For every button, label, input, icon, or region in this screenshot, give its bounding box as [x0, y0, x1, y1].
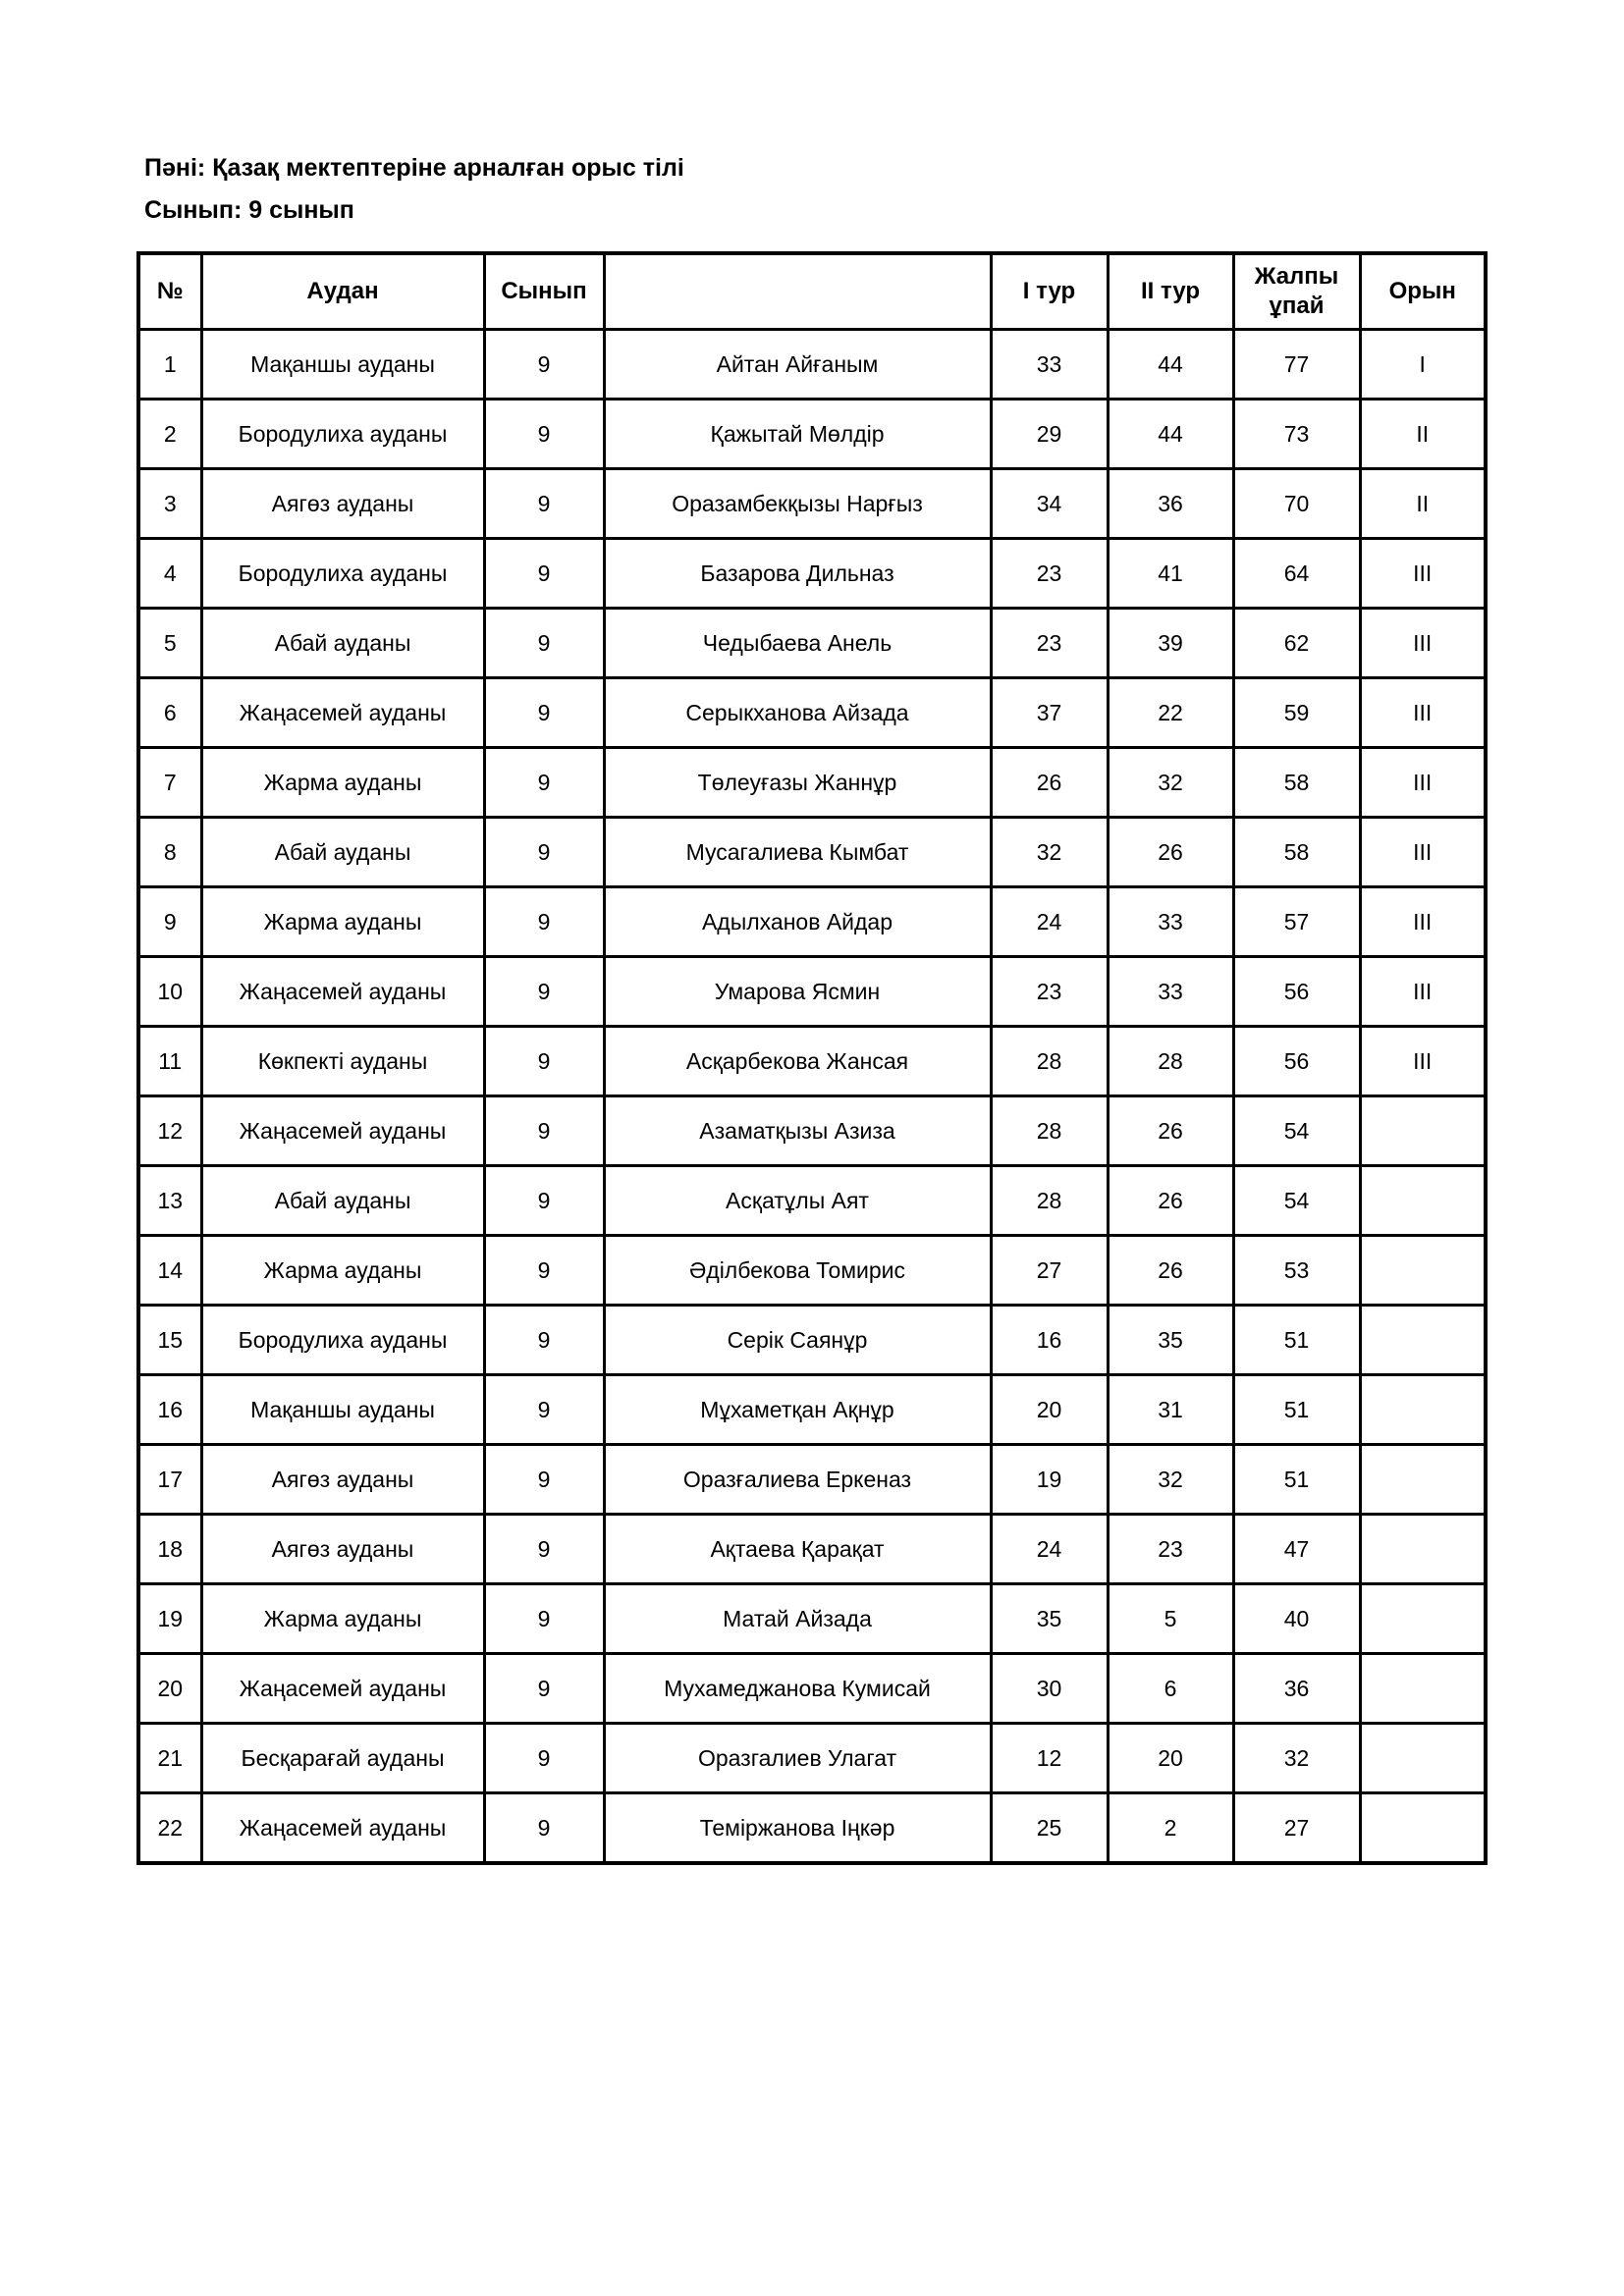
table-row — [138, 469, 1486, 539]
table-cell: III — [1360, 1027, 1486, 1096]
table-cell: Асқатұлы Аят — [604, 1166, 991, 1236]
table-row — [138, 330, 1486, 400]
table-row — [138, 1306, 1486, 1375]
table-cell: 5 — [1108, 1584, 1233, 1654]
table-cell: 6 — [138, 678, 201, 748]
table-cell: 47 — [1233, 1515, 1360, 1584]
table-cell: 36 — [1108, 469, 1233, 539]
table-cell: 9 — [484, 1584, 604, 1654]
table-cell — [1360, 1445, 1486, 1515]
table-header-row — [138, 253, 1486, 330]
table-cell: 9 — [484, 539, 604, 609]
table-cell: III — [1360, 539, 1486, 609]
table-row — [138, 609, 1486, 678]
table-cell: 32 — [1108, 748, 1233, 818]
column-header-3 — [604, 253, 991, 330]
table-cell: Чедыбаева Анель — [604, 609, 991, 678]
table-cell — [1360, 1584, 1486, 1654]
table-cell: 33 — [991, 330, 1108, 400]
table-cell: 1 — [138, 330, 201, 400]
table-cell: 23 — [991, 609, 1108, 678]
table-cell: 51 — [1233, 1375, 1360, 1445]
table-cell: 11 — [138, 1027, 201, 1096]
table-body — [138, 330, 1486, 1864]
subject-title: Пәні: Қазақ мектептеріне арналған орыс тілі — [144, 154, 684, 182]
table-cell: 9 — [484, 957, 604, 1027]
table-cell: 26 — [1108, 1236, 1233, 1306]
table-cell: 9 — [484, 609, 604, 678]
table-cell: 54 — [1233, 1166, 1360, 1236]
table-cell: 24 — [991, 1515, 1108, 1584]
table-cell: Оразгалиев Улагат — [604, 1724, 991, 1793]
table-cell: 12 — [991, 1724, 1108, 1793]
table-cell: 20 — [1108, 1724, 1233, 1793]
table-cell: Жарма ауданы — [201, 1584, 484, 1654]
table-cell: 9 — [484, 1654, 604, 1724]
table-cell: 20 — [138, 1654, 201, 1724]
table-cell: Бородулиха ауданы — [201, 400, 484, 469]
table-cell: 14 — [138, 1236, 201, 1306]
table-cell: 3 — [138, 469, 201, 539]
table-cell: Жарма ауданы — [201, 1236, 484, 1306]
table-cell: Мақаншы ауданы — [201, 1375, 484, 1445]
table-cell: 30 — [991, 1654, 1108, 1724]
table-cell: 53 — [1233, 1236, 1360, 1306]
table-cell: 27 — [991, 1236, 1108, 1306]
table-cell: 9 — [484, 1445, 604, 1515]
table-cell: 28 — [991, 1166, 1108, 1236]
table-cell: 56 — [1233, 957, 1360, 1027]
table-cell: 28 — [991, 1096, 1108, 1166]
table-cell: 16 — [138, 1375, 201, 1445]
table-cell: 9 — [484, 1236, 604, 1306]
table-cell: 22 — [138, 1793, 201, 1864]
table-cell: 9 — [484, 678, 604, 748]
column-header-0: № — [138, 253, 201, 330]
table-cell: 9 — [484, 330, 604, 400]
table-cell: 9 — [138, 887, 201, 957]
table-cell: III — [1360, 887, 1486, 957]
table-cell: 2 — [138, 400, 201, 469]
table-cell: Абай ауданы — [201, 1166, 484, 1236]
table-cell — [1360, 1096, 1486, 1166]
table-cell: 25 — [991, 1793, 1108, 1864]
table-cell: Мусагалиева Кымбат — [604, 818, 991, 887]
table-cell: 44 — [1108, 330, 1233, 400]
table-cell: 54 — [1233, 1096, 1360, 1166]
table-row — [138, 539, 1486, 609]
table-cell: Әділбекова Томирис — [604, 1236, 991, 1306]
column-header-2: Сынып — [484, 253, 604, 330]
table-cell: Жарма ауданы — [201, 887, 484, 957]
table-cell: 9 — [484, 748, 604, 818]
table-cell: Аягөз ауданы — [201, 1515, 484, 1584]
table-cell: 58 — [1233, 818, 1360, 887]
table-cell: 19 — [138, 1584, 201, 1654]
table-cell: Бородулиха ауданы — [201, 539, 484, 609]
table-cell: 9 — [484, 1096, 604, 1166]
table-cell: 17 — [138, 1445, 201, 1515]
table-row — [138, 1236, 1486, 1306]
table-cell: 9 — [484, 818, 604, 887]
table-row — [138, 1445, 1486, 1515]
table-cell: 5 — [138, 609, 201, 678]
table-cell: II — [1360, 469, 1486, 539]
table-cell: Бесқарағай ауданы — [201, 1724, 484, 1793]
table-row — [138, 1096, 1486, 1166]
table-cell: 9 — [484, 1793, 604, 1864]
table-cell: Жаңасемей ауданы — [201, 1654, 484, 1724]
table-row — [138, 1584, 1486, 1654]
table-cell: Жаңасемей ауданы — [201, 1096, 484, 1166]
table-row — [138, 957, 1486, 1027]
grade-title: Сынып: 9 сынып — [144, 196, 354, 224]
column-header-7: Орын — [1360, 253, 1486, 330]
table-cell: 7 — [138, 748, 201, 818]
table-cell: 9 — [484, 1375, 604, 1445]
table-cell: 8 — [138, 818, 201, 887]
column-header-5: II тур — [1108, 253, 1233, 330]
table-cell: 32 — [991, 818, 1108, 887]
table-cell: Мақаншы ауданы — [201, 330, 484, 400]
table-cell: 39 — [1108, 609, 1233, 678]
table-cell: 32 — [1233, 1724, 1360, 1793]
table-cell: 9 — [484, 1724, 604, 1793]
table-cell: 62 — [1233, 609, 1360, 678]
table-cell: Жаңасемей ауданы — [201, 957, 484, 1027]
table-cell: Оразамбекқызы Нарғыз — [604, 469, 991, 539]
table-cell: Мұхаметқан Ақнұр — [604, 1375, 991, 1445]
table-cell: 31 — [1108, 1375, 1233, 1445]
table-row — [138, 1724, 1486, 1793]
table-cell: III — [1360, 678, 1486, 748]
table-row — [138, 678, 1486, 748]
table-cell: Жарма ауданы — [201, 748, 484, 818]
table-cell: Оразғалиева Еркеназ — [604, 1445, 991, 1515]
table-cell: Адылханов Айдар — [604, 887, 991, 957]
table-cell: 24 — [991, 887, 1108, 957]
table-cell: 15 — [138, 1306, 201, 1375]
table-cell: 28 — [1108, 1027, 1233, 1096]
table-cell — [1360, 1793, 1486, 1864]
table-cell: 19 — [991, 1445, 1108, 1515]
table-row — [138, 1166, 1486, 1236]
table-cell: 35 — [1108, 1306, 1233, 1375]
table-cell: 56 — [1233, 1027, 1360, 1096]
table-row — [138, 1027, 1486, 1096]
table-cell: Умарова Ясмин — [604, 957, 991, 1027]
table-cell: Мухамеджанова Кумисай — [604, 1654, 991, 1724]
table-cell: 33 — [1108, 887, 1233, 957]
table-cell: 18 — [138, 1515, 201, 1584]
table-cell: Жаңасемей ауданы — [201, 1793, 484, 1864]
table-cell: 32 — [1108, 1445, 1233, 1515]
table-cell: 9 — [484, 1515, 604, 1584]
table-cell: Абай ауданы — [201, 818, 484, 887]
table-cell: 9 — [484, 1166, 604, 1236]
table-cell: Абай ауданы — [201, 609, 484, 678]
table-cell: Асқарбекова Жансая — [604, 1027, 991, 1096]
table-cell: 51 — [1233, 1306, 1360, 1375]
table-cell — [1360, 1236, 1486, 1306]
table-cell: 51 — [1233, 1445, 1360, 1515]
table-cell: 73 — [1233, 400, 1360, 469]
table-row — [138, 1654, 1486, 1724]
table-cell: 20 — [991, 1375, 1108, 1445]
table-cell: 77 — [1233, 330, 1360, 400]
table-cell: 23 — [991, 957, 1108, 1027]
table-cell: 37 — [991, 678, 1108, 748]
table-row — [138, 1793, 1486, 1864]
table-cell: Теміржанова Іңкәр — [604, 1793, 991, 1864]
table-cell: 6 — [1108, 1654, 1233, 1724]
table-cell: I — [1360, 330, 1486, 400]
table-cell: Аягөз ауданы — [201, 1445, 484, 1515]
table-cell: 9 — [484, 400, 604, 469]
table-cell: 23 — [991, 539, 1108, 609]
results-table — [136, 251, 1488, 1865]
table-header — [138, 253, 1486, 330]
column-header-4: I тур — [991, 253, 1108, 330]
table-cell: Бородулиха ауданы — [201, 1306, 484, 1375]
table-cell: 26 — [1108, 1096, 1233, 1166]
table-row — [138, 400, 1486, 469]
table-cell: 21 — [138, 1724, 201, 1793]
table-cell: 9 — [484, 469, 604, 539]
column-header-6: Жалпы ұпай — [1233, 253, 1360, 330]
column-header-1: Аудан — [201, 253, 484, 330]
table-cell: 57 — [1233, 887, 1360, 957]
table-cell: 23 — [1108, 1515, 1233, 1584]
table-cell: 22 — [1108, 678, 1233, 748]
table-cell: 33 — [1108, 957, 1233, 1027]
table-cell: III — [1360, 748, 1486, 818]
table-cell: 13 — [138, 1166, 201, 1236]
table-cell: 36 — [1233, 1654, 1360, 1724]
table-row — [138, 1515, 1486, 1584]
table-cell — [1360, 1515, 1486, 1584]
table-cell: Ақтаева Қарақат — [604, 1515, 991, 1584]
table-cell: II — [1360, 400, 1486, 469]
table-cell: Матай Айзада — [604, 1584, 991, 1654]
table-cell: III — [1360, 609, 1486, 678]
table-cell: 2 — [1108, 1793, 1233, 1864]
table-row — [138, 887, 1486, 957]
table-cell: 26 — [991, 748, 1108, 818]
table-cell: Азаматқызы Азиза — [604, 1096, 991, 1166]
table-cell: 34 — [991, 469, 1108, 539]
table-cell — [1360, 1166, 1486, 1236]
table-cell: Қажытай Мөлдір — [604, 400, 991, 469]
table-cell: 16 — [991, 1306, 1108, 1375]
table-row — [138, 818, 1486, 887]
table-cell: Жаңасемей ауданы — [201, 678, 484, 748]
table-cell: Аягөз ауданы — [201, 469, 484, 539]
table-cell: 28 — [991, 1027, 1108, 1096]
table-cell: 26 — [1108, 818, 1233, 887]
table-cell: 64 — [1233, 539, 1360, 609]
table-cell: Серыкханова Айзада — [604, 678, 991, 748]
table-cell — [1360, 1375, 1486, 1445]
table-cell: Серік Саянұр — [604, 1306, 991, 1375]
table-cell: 26 — [1108, 1166, 1233, 1236]
table-cell: 29 — [991, 400, 1108, 469]
table-cell: Төлеуғазы Жаннұр — [604, 748, 991, 818]
table-cell: 9 — [484, 1027, 604, 1096]
table-cell: 40 — [1233, 1584, 1360, 1654]
table-row — [138, 1375, 1486, 1445]
table-cell: III — [1360, 957, 1486, 1027]
table-cell — [1360, 1724, 1486, 1793]
table-cell: 9 — [484, 1306, 604, 1375]
table-cell: 44 — [1108, 400, 1233, 469]
table-cell: 27 — [1233, 1793, 1360, 1864]
table-cell: 4 — [138, 539, 201, 609]
table-cell: III — [1360, 818, 1486, 887]
table-row — [138, 748, 1486, 818]
table-cell: 9 — [484, 887, 604, 957]
table-cell: Көкпекті ауданы — [201, 1027, 484, 1096]
table-cell: 12 — [138, 1096, 201, 1166]
table-cell: Айтан Айғаным — [604, 330, 991, 400]
table-cell: 35 — [991, 1584, 1108, 1654]
table-cell — [1360, 1654, 1486, 1724]
table-cell — [1360, 1306, 1486, 1375]
table-cell: Базарова Дильназ — [604, 539, 991, 609]
table-cell: 70 — [1233, 469, 1360, 539]
table-cell: 58 — [1233, 748, 1360, 818]
table-cell: 10 — [138, 957, 201, 1027]
table-cell: 41 — [1108, 539, 1233, 609]
table-cell: 59 — [1233, 678, 1360, 748]
document-title-block — [144, 147, 684, 232]
